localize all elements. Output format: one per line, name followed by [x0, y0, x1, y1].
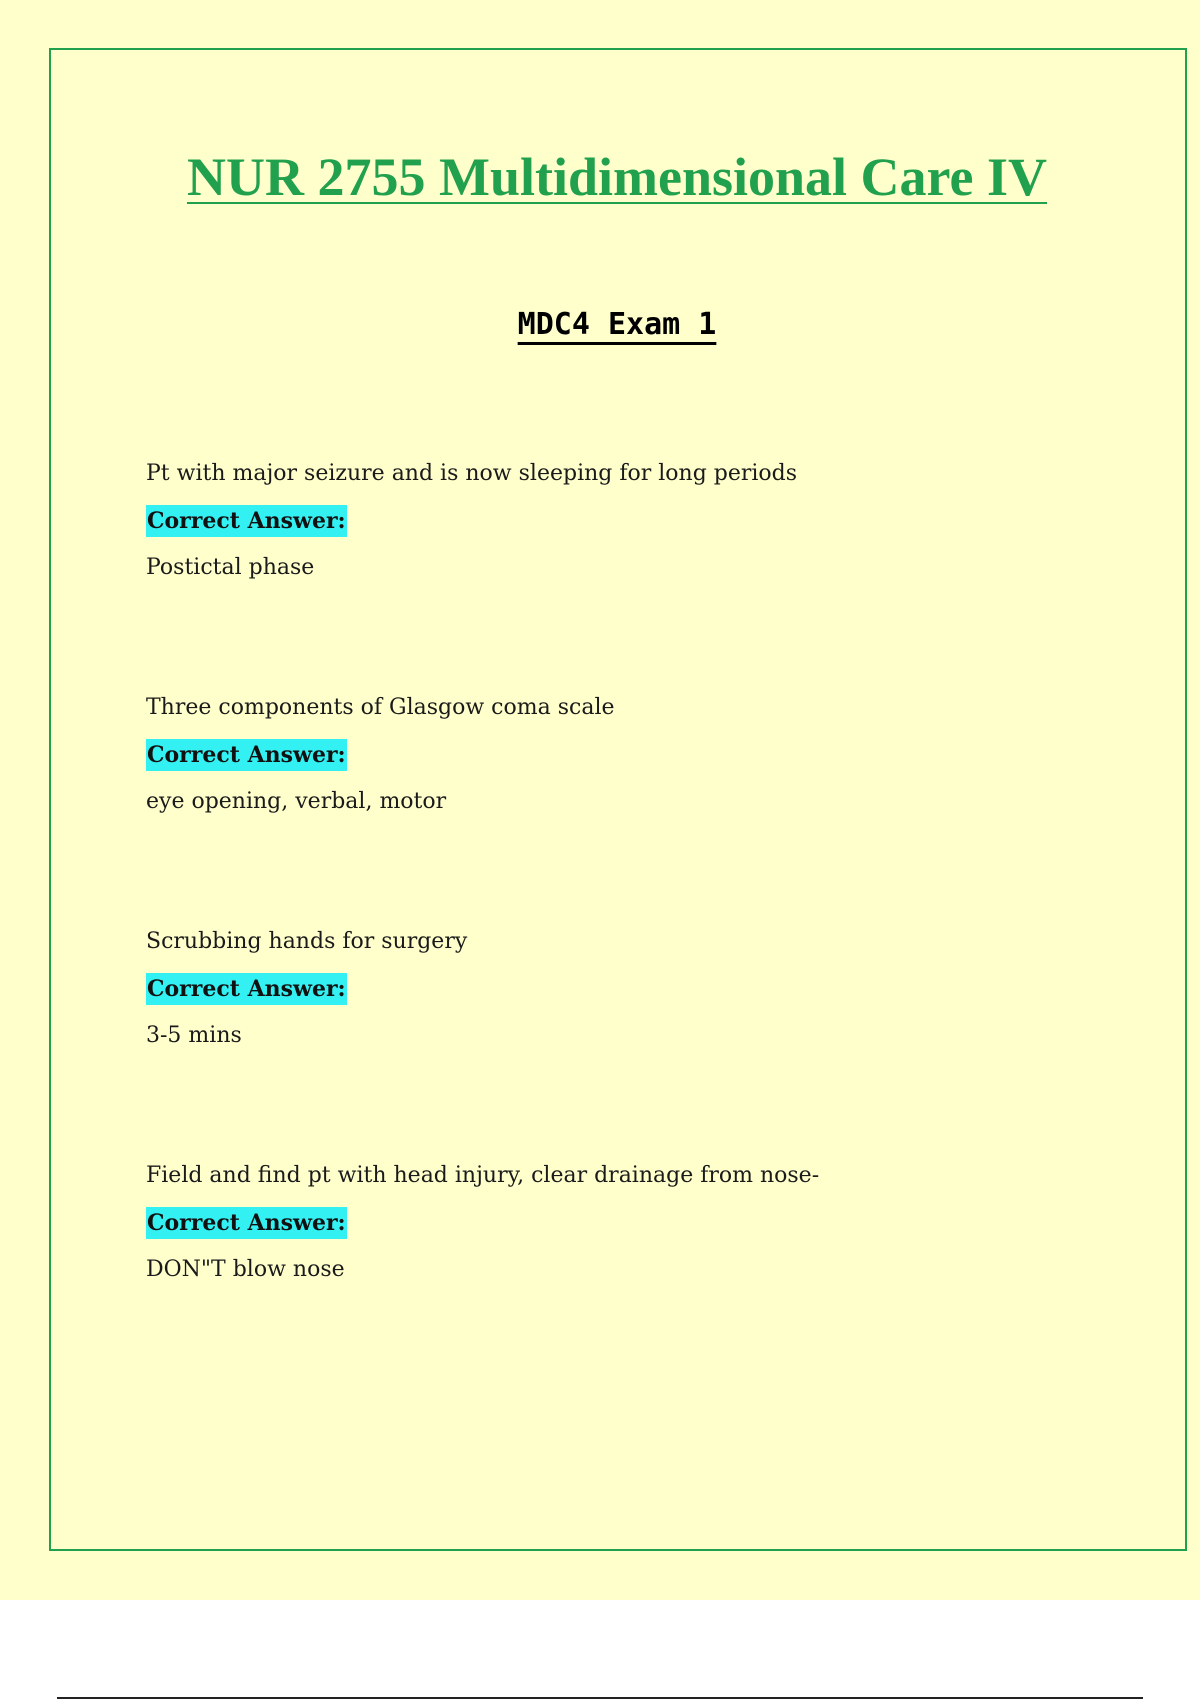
- answer-label-row: [146, 969, 1146, 1016]
- answer-text: eye opening, verbal, motor: [146, 789, 447, 814]
- qa-item: [146, 454, 1146, 595]
- exam-subtitle: [0, 303, 1200, 347]
- qa-item: [146, 688, 1146, 829]
- correct-answer-label: Correct Answer:: [146, 739, 347, 771]
- qa-item: [146, 1156, 1146, 1297]
- answer-text: DON"T blow nose: [146, 1257, 345, 1282]
- answer-text: Postictal phase: [146, 555, 315, 580]
- answer-label-row: [146, 1203, 1146, 1250]
- document-title-text: NUR 2755 Multidimensional Care IV: [186, 147, 1048, 207]
- answer-text: 3-5 mins: [146, 1023, 242, 1048]
- question-text: Pt with major seizure and is now sleeping for long periods: [146, 461, 798, 486]
- qa-item: [146, 922, 1146, 1063]
- exam-subtitle-text: MDC4 Exam 1: [517, 307, 717, 342]
- question-text: Scrubbing hands for surgery: [146, 929, 468, 954]
- question-text: Field and find pt with head injury, clear drainage from nose-: [146, 1163, 820, 1188]
- answer-label-row: [146, 501, 1146, 548]
- correct-answer-label: Correct Answer:: [146, 973, 347, 1005]
- answer-label-row: [146, 735, 1146, 782]
- document-title: [0, 142, 1200, 212]
- question-text: Three components of Glasgow coma scale: [146, 695, 615, 720]
- correct-answer-label: Correct Answer:: [146, 505, 347, 537]
- correct-answer-label: Correct Answer:: [146, 1207, 347, 1239]
- page-bottom-rule: [57, 1697, 1143, 1699]
